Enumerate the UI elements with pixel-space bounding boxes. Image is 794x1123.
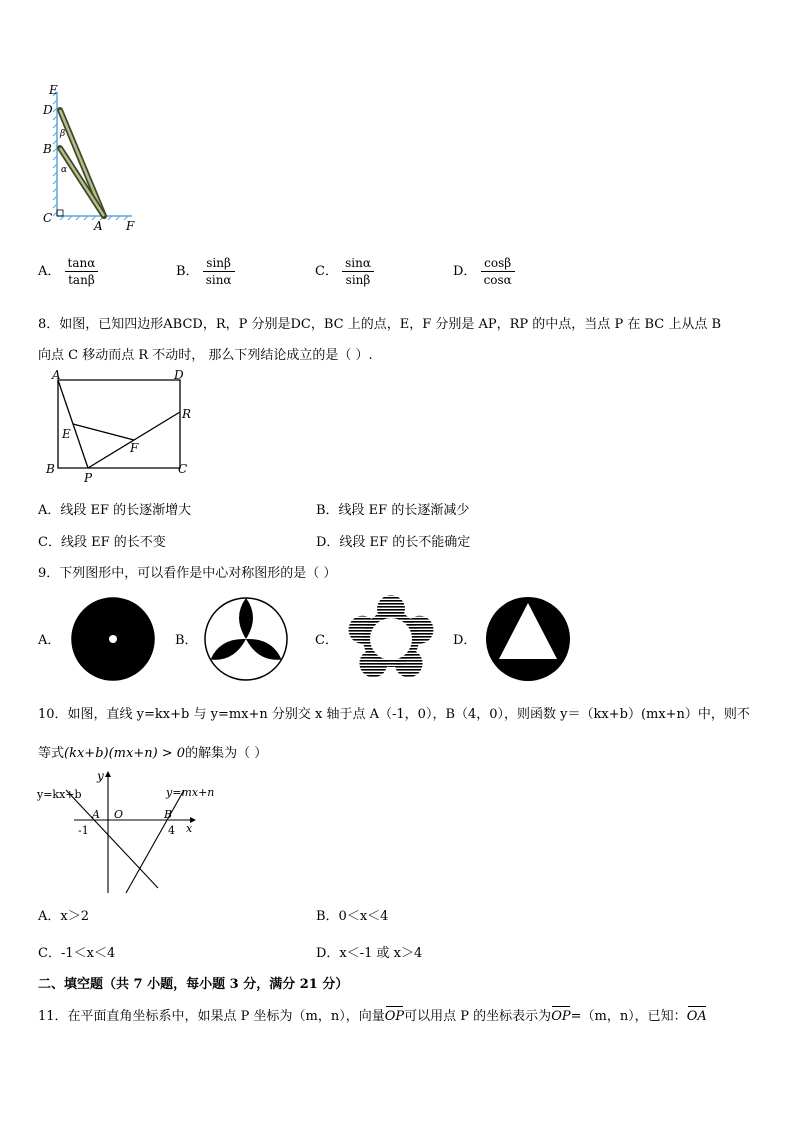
label-4: 4 <box>168 824 175 837</box>
y-axis-arrow <box>105 771 111 777</box>
q10-option-a[interactable]: A．x＞2 <box>38 909 89 924</box>
option-letter: C． <box>315 264 338 279</box>
label-D: D <box>43 103 53 117</box>
quadrilateral-abcd <box>58 380 180 468</box>
q7-figure <box>36 84 146 234</box>
label-O: O <box>114 808 124 821</box>
q7-option-a[interactable] <box>38 256 98 287</box>
fraction: $\frac{\cos\beta}{\cos\alpha}$ <box>481 256 515 287</box>
q7-option-b[interactable] <box>176 256 235 287</box>
line-mx-n <box>126 790 184 893</box>
label-E: E <box>62 427 71 441</box>
vector-op: OP <box>551 1009 571 1024</box>
q10-option-d[interactable]: D．x＜-1 或 x＞4 <box>316 946 423 961</box>
q9-question: 9．下列图形中，可以看作是中心对称图形的是（ ） <box>38 566 337 581</box>
q8-figure <box>44 370 194 485</box>
q10-option-c[interactable]: C．-1＜x＜4 <box>38 946 116 961</box>
q8-option-b[interactable]: B．线段 EF 的长逐渐减少 <box>316 503 470 518</box>
q9-figure-c-flower[interactable] <box>344 592 438 686</box>
label-x: x <box>186 822 193 835</box>
label-beta: β <box>60 129 66 139</box>
label-y: y <box>97 769 104 783</box>
fraction: $\frac{\sin\alpha}{\sin\beta}$ <box>342 256 374 287</box>
section-2-heading: 二、填空题（共 7 小题，每小题 3 分，满分 21 分） <box>38 977 349 992</box>
label-line1: y=kx+b <box>37 788 82 801</box>
option-letter: D． <box>453 264 477 279</box>
fraction: $\frac{\tan\alpha}{\tan\beta}$ <box>65 256 99 287</box>
label-minus1: -1 <box>78 824 89 837</box>
label-A: A <box>52 370 61 382</box>
q9-letter-a[interactable]: A． <box>38 633 61 648</box>
label-B: B <box>164 808 173 821</box>
q8-line2: 向点 C 移动而点 R 不动时， 那么下列结论成立的是（ ）. <box>38 348 373 363</box>
label-D: D <box>174 370 184 382</box>
label-C: C <box>43 211 53 225</box>
q8-option-a[interactable]: A．线段 EF 的长逐渐增大 <box>38 503 192 518</box>
label-A: A <box>94 219 103 233</box>
vector-oa: OA <box>686 1009 707 1024</box>
label-F: F <box>126 219 135 233</box>
segment-ef <box>73 424 134 440</box>
vector-op: OP <box>384 1009 405 1024</box>
wall-hatch <box>53 92 57 216</box>
q9-letter-b[interactable]: B． <box>175 633 198 648</box>
label-B: B <box>43 142 52 156</box>
q9-letter-d[interactable]: D． <box>453 633 477 648</box>
label-alpha: α <box>61 165 68 175</box>
option-letter: B． <box>176 264 199 279</box>
line-kx-b <box>66 790 158 888</box>
q10-option-b[interactable]: B．0＜x＜4 <box>316 909 389 924</box>
q8-option-d[interactable]: D．线段 EF 的长不能确定 <box>316 535 471 550</box>
q9-letter-c[interactable]: C． <box>315 633 338 648</box>
right-angle-mark <box>57 210 63 216</box>
q10-line1: 10．如图，直线 y=kx+b 与 y=mx+n 分别交 x 轴于点 A（-1，0），B（4，0），则函数 y＝（kx+b）(mx+n）中，则不 <box>38 707 750 722</box>
label-E: E <box>49 84 58 97</box>
q7-option-c[interactable] <box>315 256 374 287</box>
q8-option-c[interactable]: C．线段 EF 的长不变 <box>38 535 166 550</box>
label-F: F <box>130 441 139 455</box>
q10-graph <box>34 768 224 896</box>
label-P: P <box>84 471 93 485</box>
q9-figure-b-trefoil[interactable] <box>203 596 289 682</box>
q11-line1: 11．在平面直角坐标系中，如果点 P 坐标为（m，n），向量OP可以用点 P 的坐标表示为OP=（m，n），已知：OA <box>38 1009 707 1024</box>
label-B: B <box>46 462 55 476</box>
inequality-formula: (kx+b)(mx+n) > 0 <box>64 746 186 761</box>
q10-line2: 等式(kx+b)(mx+n) > 0的解集为（ ） <box>38 746 268 761</box>
fraction: $\frac{\sin\beta}{\sin\alpha}$ <box>203 256 235 287</box>
label-line2: y=mx+n <box>166 786 215 799</box>
label-R: R <box>182 407 192 421</box>
q9-figure-a-tomoe[interactable] <box>70 596 156 682</box>
q7-option-d[interactable] <box>453 256 515 287</box>
label-A: A <box>92 808 100 821</box>
q9-figure-d-triangle[interactable] <box>484 595 572 683</box>
q8-line1: 8．如图，已知四边形ABCD，R，P 分别是DC，BC 上的点，E，F 分别是 AP，RP 的中点，当点 P 在 BC 上从点 B <box>38 317 722 332</box>
label-C: C <box>178 462 188 476</box>
option-letter: A． <box>38 264 61 279</box>
